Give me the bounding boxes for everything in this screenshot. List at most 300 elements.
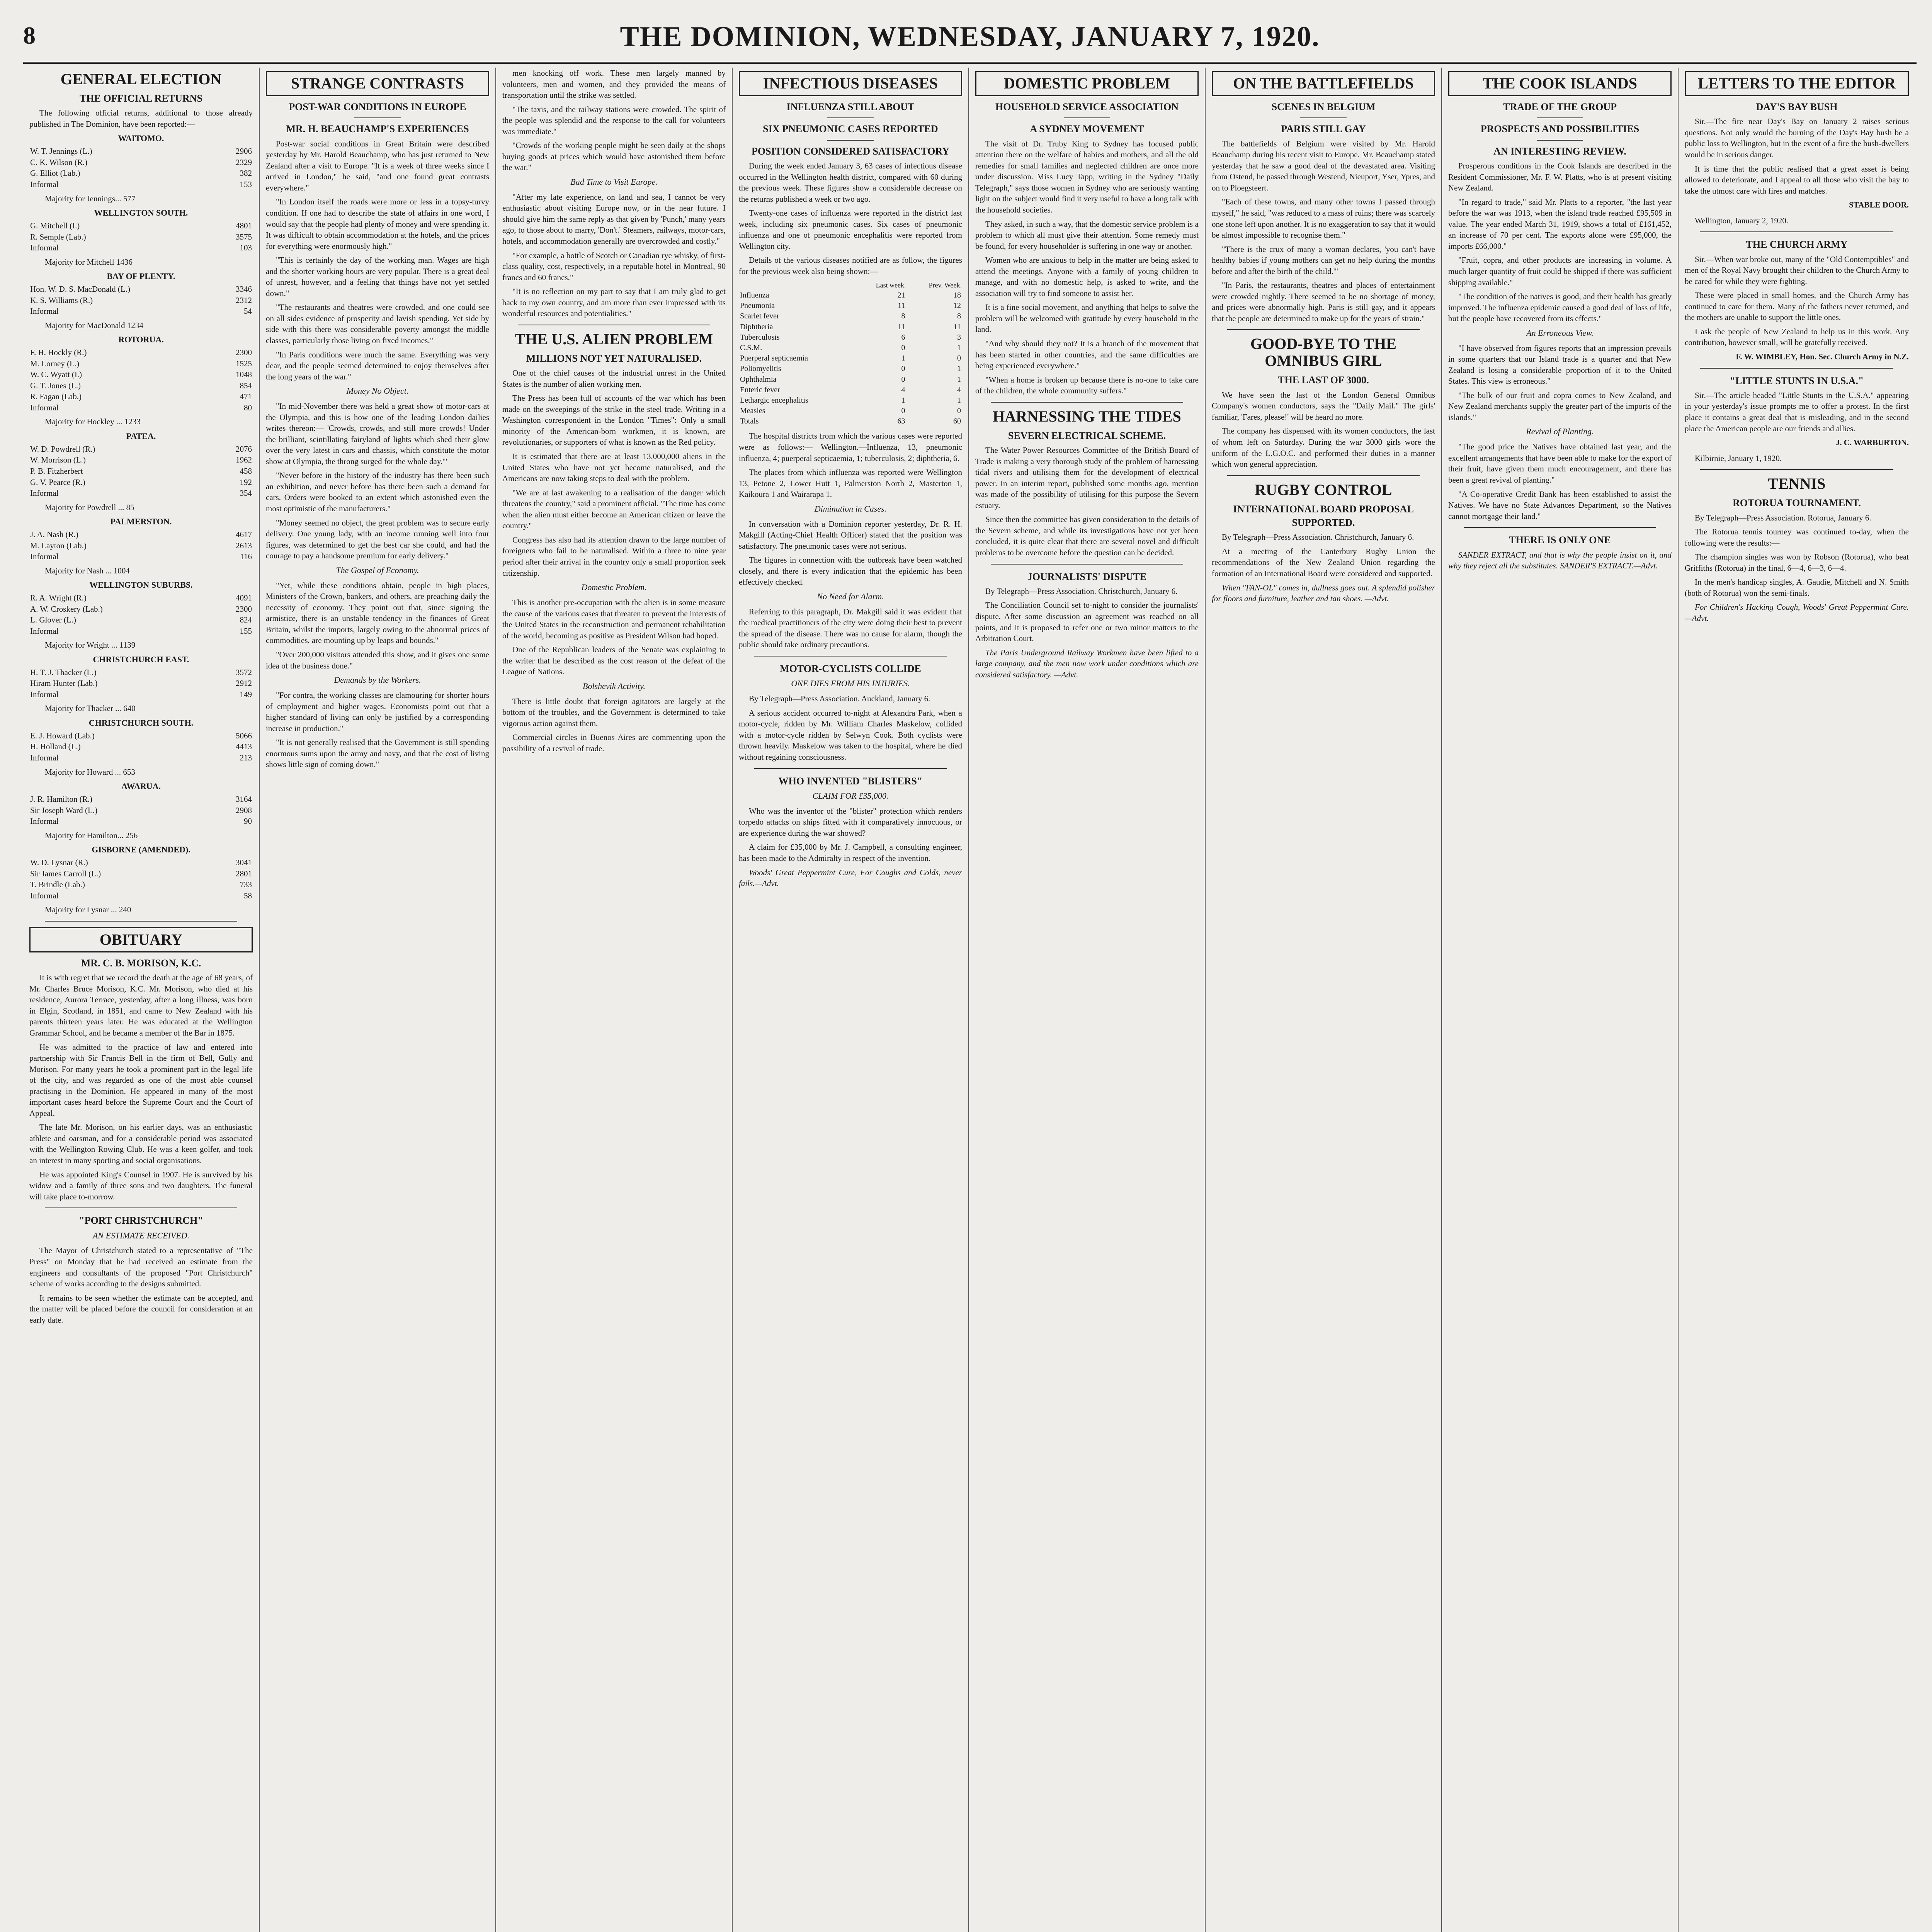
cook-islands-heading: THE COOK ISLANDS xyxy=(1448,71,1672,96)
case-count: 60 xyxy=(953,417,961,426)
paragraph: It is with regret that we record the death at the age of 68 years, of Mr. Charles Bruce Morison, K.C. Mr. Morison, who died at his residence, Aurora Terrace, yesterday, after a long illness, was born in Elgin, Scotland, in 1851, and came to New Zealand with his parents thirteen years later. He was educated at the Wellington Grammar School, and he became a member of the Bar in 1875. xyxy=(29,973,253,1037)
disease-name: Measles xyxy=(740,406,765,415)
table-row xyxy=(29,805,253,816)
divider xyxy=(1700,368,1893,369)
vote-count: 2908 xyxy=(236,805,252,815)
domestic-heading: DOMESTIC PROBLEM xyxy=(975,71,1199,96)
table-row xyxy=(29,730,253,742)
table-row xyxy=(29,614,253,626)
battlefields-heading: ON THE BATTLEFIELDS xyxy=(1212,71,1435,96)
candidate-name: E. J. Howard (Lab.) xyxy=(30,731,95,740)
paragraph: By Telegraph—Press Association. Auckland, January 6. xyxy=(749,694,930,704)
table-row xyxy=(29,678,253,689)
paragraph: "Crowds of the working people might be seen daily at the shops buying goods at prices which would have astonished them before the war." xyxy=(502,141,726,172)
paragraph: Sir,—When war broke out, many of the "Old Contemptibles" and men of the Royal Navy brought their children to the Church Army to be cared for while they were fighting. xyxy=(1685,254,1909,286)
vote-count: 3346 xyxy=(236,284,252,294)
diminution-subheading: Diminution in Cases. xyxy=(814,503,887,514)
cook-islands-sub3: AN INTERESTING REVIEW. xyxy=(1493,145,1626,157)
candidate-name: W. C. Wyatt (I.) xyxy=(30,370,82,379)
electorate-name: GISBORNE (AMENDED). xyxy=(92,845,190,855)
paragraph: Congress has also had its attention drawn to the large number of foreigners who fail to be naturalised. Within a three to nine year period after their arrival in the country only a small proportion seek citizenship. xyxy=(502,535,726,578)
paragraph: Sir,—The article headed "Little Stunts in the U.S.A." appearing in your yesterday's issue prompts me to offer a protest. In the first place it contains a great deal that is misleading, and in the second place the American people are our friends and allies. xyxy=(1685,390,1909,433)
vote-count: 58 xyxy=(244,891,252,900)
continued-body xyxy=(502,68,726,173)
disease-name: Scarlet fever xyxy=(740,312,779,321)
divider xyxy=(1537,140,1583,141)
paragraph: "In Paris conditions were much the same. Everything was very dear, and the people seemed determined to enjoy themselves after the long years of the war." xyxy=(266,350,489,381)
case-count: 8 xyxy=(957,312,961,321)
vote-count: 2801 xyxy=(236,869,252,878)
table-row xyxy=(29,879,253,890)
returns-table xyxy=(29,794,253,827)
journalists-heading: JOURNALISTS' DISPUTE xyxy=(1027,571,1147,582)
paragraph: Who was the inventor of the "blister" protection which renders torpedo attacks on ships fitted with it comparatively innocuous, or are experience during the war showed? xyxy=(739,806,962,838)
vote-count: 2076 xyxy=(236,444,252,454)
table-row xyxy=(739,385,962,395)
paragraph: The company has dispensed with its women conductors, the last of whom left on Saturday. During the war 3000 girls wore the uniform of the L.G.O.C. and performed their duties in a manner which won general appreciation. xyxy=(1212,426,1435,469)
letter3-signature: J. C. WARBURTON. xyxy=(1835,438,1909,447)
candidate-name: Informal xyxy=(30,243,59,253)
vote-count: 1962 xyxy=(236,455,252,465)
candidate-name: J. A. Nash (R.) xyxy=(30,530,78,539)
battlefields-sub2: PARIS STILL GAY xyxy=(1281,123,1366,135)
table-row xyxy=(29,604,253,615)
bolshevik-subheading: Bolshevik Activity. xyxy=(582,681,646,691)
table-row xyxy=(29,592,253,604)
electorate-name: CHRISTCHURCH EAST. xyxy=(93,654,189,664)
majority: Majority for Thacker ... 640 xyxy=(45,704,136,713)
divider xyxy=(991,402,1183,403)
disease-name: Diphtheria xyxy=(740,322,773,331)
candidate-name: H. Holland (L.) xyxy=(30,742,81,752)
majority: Majority for Nash ... 1004 xyxy=(45,566,130,575)
paragraph: "The taxis, and the railway stations were crowded. The spirit of the people was splendid and the response to the call for volunteers was immediate." xyxy=(502,104,726,136)
port-subheading: AN ESTIMATE RECEIVED. xyxy=(92,1230,190,1240)
candidate-name: G. T. Jones (L.) xyxy=(30,381,81,390)
money-subheading: Money No Object. xyxy=(346,386,409,396)
vote-count: 153 xyxy=(240,180,252,189)
table-row xyxy=(29,890,253,901)
paragraph: The hospital districts from which the various cases were reported were as follows:— Wellington.—Influenza, 13, pneumonic influenza, 4; puerperal septicaemia, 1; tuberculosis, 2; diphtheria, 6. xyxy=(739,431,962,463)
returns-table xyxy=(29,857,253,901)
returns-table xyxy=(29,444,253,499)
divider xyxy=(1464,527,1656,528)
visit-body xyxy=(502,192,726,319)
paragraph: "In mid-November there was held a great show of motor-cars at the Olympia, and this is how one of the leading London dailies writes thereon:— 'Crowds, crowds, and still more crowds! Under the brilliant, scintillating fairyland of lights which shed their glow over the very latest in cars and chassis, which constitute the motor show at Olympia, the throng surged for the whole day.'" xyxy=(266,401,489,466)
candidate-name: Sir James Carroll (L.) xyxy=(30,869,101,878)
candidate-name: L. Glover (L.) xyxy=(30,615,76,625)
column-1 xyxy=(23,68,260,1932)
table-row xyxy=(739,353,962,364)
case-count: 12 xyxy=(953,301,961,310)
vote-count: 54 xyxy=(244,306,252,316)
moto-subheading: ONE DIES FROM HIS INJURIES. xyxy=(791,679,910,689)
vote-count: 192 xyxy=(240,477,252,487)
ad-heading: THERE IS ONLY ONE xyxy=(1509,534,1611,546)
electorate-name: WELLINGTON SUBURBS. xyxy=(89,580,193,590)
paragraph: The figures in connection with the outbreak have been watched closely, and there is every indication that the epidemic has been effectively checked. xyxy=(739,555,962,587)
candidate-name: R. Fagan (Lab.) xyxy=(30,392,82,401)
money-body xyxy=(266,401,489,561)
letter1-place: Wellington, January 2, 1920. xyxy=(1695,216,1789,225)
electorate-name: AWARUA. xyxy=(121,781,161,791)
table-row xyxy=(29,347,253,358)
candidate-name: C. K. Wilson (R.) xyxy=(30,157,88,167)
candidate-name: P. B. Fitzherbert xyxy=(30,466,83,476)
vote-count: 3041 xyxy=(236,858,252,867)
table-row xyxy=(29,626,253,637)
table-row xyxy=(739,364,962,374)
disease-name: Influenza xyxy=(740,291,769,300)
paragraph: They asked, in such a way, that the domestic service problem is a problem to which all must give their attention. Some remedy must be found, for every householder is suffering in one way or another. xyxy=(975,219,1199,251)
paragraph: The Press has been full of accounts of the war which has been made on the sweepings of the strike in the steel trade. Writing in a Washington correspondent in the London "Times": Only a small minority of the American-born workmen, it is known, are revolutionaries, or supporters of what is known as the Red policy. xyxy=(502,393,726,447)
paragraph: It is estimated that there are at least 13,000,000 aliens in the United States who have not yet become naturalised, and the Americans are now taking steps to deal with the problem. xyxy=(502,452,726,483)
vote-count: 90 xyxy=(244,816,252,826)
electorate-name: PATEA. xyxy=(126,431,156,441)
table-row xyxy=(29,168,253,179)
table-row xyxy=(29,477,253,488)
candidate-name: Informal xyxy=(30,180,59,189)
table-row xyxy=(29,157,253,168)
vote-count: 354 xyxy=(240,488,252,498)
paragraph: One of the chief causes of the industrial unrest in the United States is the number of alien working men. xyxy=(502,368,726,389)
paragraph: "In London itself the roads were more or less in a topsy-turvy condition. If one had to describe the state of affairs in one word, I would say that the people had plenty of money and were spending it. It was difficult to obtain accommodation at the hotels, and the prices for everything were enormously high." xyxy=(266,197,489,251)
letter1-signature: STABLE DOOR. xyxy=(1849,200,1909,210)
contrasts-sub: POST-WAR CONDITIONS IN EUROPE xyxy=(289,101,466,112)
vote-count: 458 xyxy=(240,466,252,476)
paragraph: At a meeting of the Canterbury Rugby Union the recommendations of the New Zealand Union regarding the formation of an International Board were considered and supported. xyxy=(1212,546,1435,578)
column-3 xyxy=(496,68,733,1932)
table-row xyxy=(29,551,253,562)
paragraph: Women who are anxious to help in the matter are being asked to attend the meetings. Anyone with a family of young children to manage, and with no domestic help, is asked to write, and the association will try to find someone to assist her. xyxy=(975,255,1199,298)
table-row xyxy=(29,295,253,306)
paragraph: The places from which influenza was reported were Wellington 13, Petone 2, Lower Hutt 1, Palmerston North 2, Masterton 1, Kaikoura 1 and Wairarapa 1. xyxy=(739,468,962,499)
paragraph: During the week ended January 3, 63 cases of infectious disease occurred in the Wellington health district, compared with 60 during the previous week. These figures show a considerable decrease on the returns published a week or two ago. xyxy=(739,161,962,204)
vote-count: 213 xyxy=(240,753,252,763)
electorate-name: WELLINGTON SOUTH. xyxy=(94,208,188,218)
table-row xyxy=(739,322,962,332)
paragraph: Prosperous conditions in the Cook Islands are described in the Resident Commissioner, Mr. F. W. Platts, who is at present visiting New Zealand. xyxy=(1448,161,1672,193)
paragraph: There is little doubt that foreign agitators are largely at the bottom of the troubles, and the Government is determined to take vigorous action against them. xyxy=(502,696,726,728)
alien-heading: THE U.S. ALIEN PROBLEM xyxy=(515,330,713,348)
case-count: 0 xyxy=(957,406,961,415)
obituary-heading: OBITUARY xyxy=(29,927,253,952)
erroneous-subheading: An Erroneous View. xyxy=(1526,328,1594,338)
diminution-body xyxy=(739,519,962,588)
divider xyxy=(1700,231,1893,232)
gospel-subheading: The Gospel of Economy. xyxy=(336,565,419,575)
paragraph: I ask the people of New Zealand to help us in this work. Any contribution, however small, will be gratefully received. xyxy=(1685,327,1909,347)
paragraph: He was appointed King's Counsel in 1907. He is survived by his widow and a family of three sons and two daughters. The funeral will take place to-morrow. xyxy=(29,1170,253,1201)
advertisement: When "FAN-OL" comes in, dullness goes out. A splendid polisher for floors and furniture, leather and tan shoes. —Advt. xyxy=(1212,583,1435,604)
contrasts-sub2: MR. H. BEAUCHAMP'S EXPERIENCES xyxy=(286,123,469,135)
advertisement: The Paris Underground Railway Workmen have been lifted to a large company, and the men now work under conditions which are considered satisfactory. —Advt. xyxy=(975,648,1199,679)
moto-heading: MOTOR-CYCLISTS COLLIDE xyxy=(780,663,921,675)
table-row xyxy=(739,395,962,406)
omnibus-subheading: THE LAST OF 3000. xyxy=(1278,374,1369,386)
column-4 xyxy=(733,68,969,1932)
paragraph: The champion singles was won by Robson (Rotorua), who beat Griffiths (Rotorua) in the final, 6—4, 6—3, 6—4. xyxy=(1685,552,1909,573)
paragraph: By Telegraph—Press Association. Christchurch, January 6. xyxy=(1222,532,1414,542)
paragraph: The Water Power Resources Committee of the British Board of Trade is making a very thorough study of the problem of harnessing tidal rivers and utilising them for the development of electrical power. In an interim report, published some months ago, mention was made of the possibility of utilising for this purpose the Severn estuary. xyxy=(975,446,1199,510)
paragraph: "It is no reflection on my part to say that I am truly glad to get back to my own country, and am more than ever impressed with its wonderful resources and potentialities." xyxy=(502,287,726,318)
diseases-body-2 xyxy=(739,430,962,500)
rugby-subheading: INTERNATIONAL BOARD PROPOSAL SUPPORTED. xyxy=(1233,503,1414,529)
paragraph: "Fruit, copra, and other products are increasing in volume. A much larger quantity of fruit could be shipped if there was sufficient shipping available." xyxy=(1448,255,1672,287)
divider xyxy=(45,921,237,922)
table-row xyxy=(29,380,253,391)
table-row xyxy=(29,391,253,402)
table-row xyxy=(29,179,253,190)
candidate-name: G. Mitchell (I.) xyxy=(30,221,80,230)
column-7 xyxy=(1442,68,1679,1932)
tides-body xyxy=(975,445,1199,558)
letter3-place: Kilbirnie, January 1, 1920. xyxy=(1695,453,1782,463)
disease-name: Lethargic encephalitis xyxy=(740,396,808,405)
letter2-signature: F. W. WIMBLEY, Hon. Sec. Church Army in N.Z. xyxy=(1736,352,1909,362)
paragraph: "Over 200,000 visitors attended this show, and it gives one some idea of the business done." xyxy=(266,650,489,670)
paragraph: The late Mr. Morison, on his earlier days, was an enthusiastic athlete and oarsman, and for a considerable period was associated with the Wellington Rowing Club. He was a keen golfer, and took an interest in many sporting and social organisations. xyxy=(29,1122,253,1165)
candidate-name: Informal xyxy=(30,403,59,412)
domestic-sub2: A SYDNEY MOVEMENT xyxy=(1030,123,1144,135)
paragraph: "This is certainly the day of the working man. Wages are high and the shorter working hours are very popular. There is a great deal of unrest, however, and a feeling that things have not yet settled down." xyxy=(266,255,489,298)
paragraph: A serious accident occurred to-night at Alexandra Park, when a motor-cycle, ridden by Mr. William Charles Maskelow, collided with a motor-cycle ridden by Selwyn Cook. Both cyclists were thrown heavily. Maskelow was taken to the hospital, where he died without regaining consciousness. xyxy=(739,708,962,762)
disease-name: Tuberculosis xyxy=(740,333,780,342)
candidate-name: Informal xyxy=(30,891,59,900)
letter1-body xyxy=(1685,116,1909,196)
erroneous-body xyxy=(1448,343,1672,423)
case-count: 3 xyxy=(957,333,961,342)
cook-islands-body xyxy=(1448,160,1672,324)
returns-table xyxy=(29,667,253,700)
paragraph: Since then the committee has given consideration to the details of the Severn scheme, and while its investigations have not yet been concluded, it is quite clear that there are several novel and difficult problems to be overcome before the question can be decided. xyxy=(975,515,1199,558)
case-count: 1 xyxy=(957,396,961,405)
paragraph: "After my late experience, on land and sea, I cannot be very enthusiastic about visiting Europe now, or in the near future. I should give him the same reply as that given by 'Punch,' many years ago, to those about to marry, 'Don't.' Steamers, railways, motor-cars, hotels, and accommodation generally are overcrowded and costly." xyxy=(502,192,726,246)
paragraph: "The good price the Natives have obtained last year, and the excellent arrangements that have been able to make for the export of their fruit, have given them much encouragement, and there has been a great revival of planting." xyxy=(1448,442,1672,485)
table-row xyxy=(29,816,253,827)
table-row xyxy=(739,301,962,311)
case-count: 21 xyxy=(897,291,905,300)
alarm-body xyxy=(739,606,962,650)
election-intro: The following official returns, additional to those already published in The Dominion, have been reported:— xyxy=(29,108,253,129)
vote-count: 854 xyxy=(240,381,252,390)
paragraph: "The condition of the natives is good, and their health has greatly improved. The influenza epidemic caused a good deal of loss of life, but the people have recovered from its effects." xyxy=(1448,292,1672,323)
visit-subheading: Bad Time to Visit Europe. xyxy=(570,177,658,187)
port-body xyxy=(29,1245,253,1325)
table-row xyxy=(29,488,253,499)
table-row xyxy=(29,444,253,455)
paragraph: The Rotorua tennis tourney was continued to-day, when the following were the results:— xyxy=(1685,527,1909,548)
paragraph: Sir,—The fire near Day's Bay on January 2 raises serious questions. Not only would the burning of the Day's Bay bush be a public loss to Wellington, but in the event of a fire the bush-dwellers would be in serious danger. xyxy=(1685,117,1909,159)
divider xyxy=(754,768,947,769)
disease-name: C.S.M. xyxy=(740,343,762,352)
candidate-name: M. Layton (Lab.) xyxy=(30,541,87,550)
vote-count: 4801 xyxy=(236,221,252,230)
column-5 xyxy=(969,68,1206,1932)
vote-count: 471 xyxy=(240,392,252,401)
case-count: 1 xyxy=(957,375,961,384)
divider xyxy=(1227,475,1420,476)
table-row xyxy=(29,868,253,879)
paragraph: "For contra, the working classes are clamouring for shorter hours of employment and higher wages. Economists point out that a higher standard of living can only be justified by a corresponding increase in production." xyxy=(266,690,489,733)
battlefields-body xyxy=(1212,138,1435,324)
column-2 xyxy=(260,68,496,1932)
table-row xyxy=(29,466,253,477)
vote-count: 824 xyxy=(240,615,252,625)
tennis-subheading: ROTORUA TOURNAMENT. xyxy=(1733,497,1861,509)
diseases-body xyxy=(739,160,962,277)
paragraph: This is another pre-occupation with the alien is in some measure the cause of the various cases that threaten to prevent the interests of the United States in the reconstruction and permanent rehabilitation of the world, becoming as positive as President Wilson had hoped. xyxy=(502,597,726,640)
returns-table xyxy=(29,347,253,413)
case-count: 0 xyxy=(901,406,905,415)
letter3-heading: "LITTLE STUNTS IN U.S.A." xyxy=(1730,375,1864,386)
diseases-sub2: SIX PNEUMONIC CASES REPORTED xyxy=(763,123,938,135)
paragraph: "There is the crux of many a woman declares, 'you can't have healthy babies if young mothers can get no help during the months before and after the birth of the child.'" xyxy=(1212,244,1435,276)
candidate-name: H. T. J. Thacker (L.) xyxy=(30,667,97,677)
majority: Majority for Wright ... 1139 xyxy=(45,640,136,650)
candidate-name: G. Elliot (Lab.) xyxy=(30,168,80,178)
header-cell xyxy=(739,280,855,290)
advertisement: Woods' Great Peppermint Cure, For Coughs and Colds, never fails.—Advt. xyxy=(739,867,962,888)
rugby-body xyxy=(1212,532,1435,579)
contrasts-body xyxy=(266,138,489,382)
table-row xyxy=(29,857,253,868)
candidate-name: Informal xyxy=(30,816,59,826)
tides-heading: HARNESSING THE TIDES xyxy=(993,407,1181,425)
obituary-subheading: MR. C. B. MORISON, K.C. xyxy=(81,957,201,969)
paragraph: In conversation with a Dominion reporter yesterday, Dr. R. H. Makgill (Acting-Chief Health Officer) stated that the position was satisfactory. The pneumonic cases were not serious. xyxy=(739,519,962,551)
moto-body xyxy=(739,693,962,762)
case-count: 4 xyxy=(957,385,961,394)
alarm-subheading: No Need for Alarm. xyxy=(817,591,884,601)
vote-count: 4091 xyxy=(236,593,252,603)
table-row xyxy=(29,741,253,752)
disease-name: Totals xyxy=(740,417,759,426)
paragraph: The visit of Dr. Truby King to Sydney has focused public attention there on the welfare of babies and mothers, and all the old remedies for small families and neglected children are once more under discussion. Miss Lucy Tapp, writing in the Sydney "Daily Telegraph," says those women in Sydney who are seriously wanting light on the subject would find it very useful to have a long talk with the household societies. xyxy=(975,139,1199,214)
vote-count: 155 xyxy=(240,626,252,636)
blisters-heading: WHO INVENTED "BLISTERS" xyxy=(778,775,923,787)
case-count: 1 xyxy=(901,354,905,363)
paragraph: The Conciliation Council set to-night to consider the journalists' dispute. After some discussion an agreement was reached on all points, and it is proposed to refer one or two minor matters to the Arbitration Court. xyxy=(975,600,1199,643)
table-row xyxy=(29,284,253,295)
domestic-subheading: Domestic Problem. xyxy=(581,582,647,592)
domestic-body xyxy=(975,138,1199,396)
blisters-body xyxy=(739,806,962,864)
majority: Majority for MacDonald 1234 xyxy=(45,320,143,330)
paragraph: Post-war social conditions in Great Britain were described yesterday by Mr. Harold Beauchamp, who has just returned to New Zealand after a visit to Europe. "It is a week of three weeks since I arrived in London," he said, "and one found great contrasts everywhere." xyxy=(266,139,489,192)
electorate-name: ROTORUA. xyxy=(118,335,164,345)
column-8 xyxy=(1679,68,1915,1932)
candidate-name: F. H. Hockly (R.) xyxy=(30,348,87,357)
tennis-heading: TENNIS xyxy=(1768,475,1826,493)
alien-subheading: MILLIONS NOT YET NATURALISED. xyxy=(526,352,702,364)
returns-table xyxy=(29,730,253,764)
table-row xyxy=(29,358,253,369)
column-6 xyxy=(1206,68,1442,1932)
divider xyxy=(354,117,401,118)
gospel-body xyxy=(266,580,489,671)
disease-name: Ophthalmia xyxy=(740,375,777,384)
case-count: 0 xyxy=(957,354,961,363)
port-heading: "PORT CHRISTCHURCH" xyxy=(79,1215,203,1226)
vote-count: 3572 xyxy=(236,667,252,677)
case-count: 0 xyxy=(901,364,905,373)
omnibus-body xyxy=(1212,389,1435,470)
case-count: 1 xyxy=(957,364,961,373)
electorate-name: CHRISTCHURCH SOUTH. xyxy=(88,718,194,728)
diseases-sub1: INFLUENZA STILL ABOUT xyxy=(786,101,915,112)
divider xyxy=(827,140,874,141)
letter1-heading: DAY'S BAY BUSH xyxy=(1756,101,1838,112)
electorate-name: PALMERSTON. xyxy=(110,517,172,527)
paragraph: "In regard to trade," said Mr. Platts to a reporter, "the last year before the war was 1913, when the island trade reached £95,509 in value. The year ended March 31, 1919, shows a total of £161,452, an increase of 70 per cent. The exports alone were £95,000, the imports £66,000." xyxy=(1448,197,1672,251)
table-row xyxy=(29,231,253,243)
vote-count: 103 xyxy=(240,243,252,253)
rugby-heading: RUGBY CONTROL xyxy=(1255,481,1392,498)
newspaper-title: THE DOMINION, WEDNESDAY, JANUARY 7, 1920. xyxy=(620,20,1320,53)
returns-table xyxy=(29,592,253,636)
paragraph: In the men's handicap singles, A. Gaudie, Mitchell and N. Smith (both of Rotorua) won the semi-finals. xyxy=(1685,577,1909,598)
masthead xyxy=(23,12,1917,64)
vote-count: 116 xyxy=(240,552,252,561)
table-row xyxy=(739,406,962,416)
paragraph: A claim for £35,000 by Mr. J. Campbell, a consulting engineer, has been made to the Admiralty in respect of the invention. xyxy=(739,842,962,863)
table-row xyxy=(739,332,962,343)
table-row xyxy=(739,290,962,301)
revival-body xyxy=(1448,441,1672,522)
majority: Majority for Hockley ... 1233 xyxy=(45,417,141,427)
header-cell: Prev. Week. xyxy=(929,281,962,289)
returns-table xyxy=(29,146,253,190)
letter3-body xyxy=(1685,390,1909,434)
paragraph: By Telegraph—Press Association. Christchurch, January 6. xyxy=(985,586,1178,596)
paragraph: It is a fine social movement, and anything that helps to solve the problem will be welcomed with gratitude by every household in the land. xyxy=(975,303,1199,334)
paragraph: We have seen the last of the London General Omnibus Company's women conductors, says the "Daily Mail." The girls' familiar, 'Fares, please!' will be heard no more. xyxy=(1212,390,1435,422)
paragraph: men knocking off work. These men largely manned by volunteers, men and women, and they provided the means of transportation until the strike was settled. xyxy=(502,68,726,100)
vote-count: 4413 xyxy=(236,742,252,752)
letter2-heading: THE CHURCH ARMY xyxy=(1746,239,1848,250)
majority: Majority for Howard ... 653 xyxy=(45,767,135,777)
columns xyxy=(23,68,1917,1932)
cook-islands-sub2: PROSPECTS AND POSSIBILITIES xyxy=(1480,123,1639,135)
candidate-name: K. S. Williams (R.) xyxy=(30,295,93,305)
returns-table xyxy=(29,284,253,317)
majority: Majority for Mitchell 1436 xyxy=(45,257,133,267)
electorate-name: BAY OF PLENTY. xyxy=(107,271,175,281)
paragraph: "For example, a bottle of Scotch or Canadian rye whisky, of first-class quality, cost, respectively, in a reputable hotel in Montreal, 90 francs and 60 francs." xyxy=(502,250,726,282)
case-count: 6 xyxy=(901,333,905,342)
table-row xyxy=(739,343,962,353)
paragraph: "Never before in the history of the industry has there been such an exhibition, and never before has there been such a demand for cars. Orders were booked to an extent which astonished even the most optimistic of the manufacturers." xyxy=(266,471,489,514)
election-subheading: THE OFFICIAL RETURNS xyxy=(80,93,202,104)
table-row xyxy=(29,402,253,413)
candidate-name: W. T. Jennings (L.) xyxy=(30,146,92,156)
vote-count: 4617 xyxy=(236,530,252,539)
vote-count: 2300 xyxy=(236,348,252,357)
contrasts-heading: STRANGE CONTRASTS xyxy=(266,71,489,96)
candidate-name: Hiram Hunter (Lab.) xyxy=(30,679,98,688)
diseases-heading: INFECTIOUS DISEASES xyxy=(739,71,962,96)
majority: Majority for Jennings... 577 xyxy=(45,194,136,203)
candidate-name: W. Morrison (L.) xyxy=(30,455,86,465)
electorate-list xyxy=(29,133,253,915)
candidate-name: T. Brindle (Lab.) xyxy=(30,880,85,889)
alien-body xyxy=(502,367,726,578)
domestic-sub1: HOUSEHOLD SERVICE ASSOCIATION xyxy=(995,101,1179,112)
advertisement: For Children's Hacking Cough, Woods' Great Peppermint Cure.—Advt. xyxy=(1685,602,1909,623)
paragraph: The Mayor of Christchurch stated to a representative of "The Press" on Monday that he had received an estimate from the engineers and consultants of the proposed "Port Christchurch" scheme of works according to the designs submitted. xyxy=(29,1246,253,1289)
vote-count: 80 xyxy=(244,403,252,412)
